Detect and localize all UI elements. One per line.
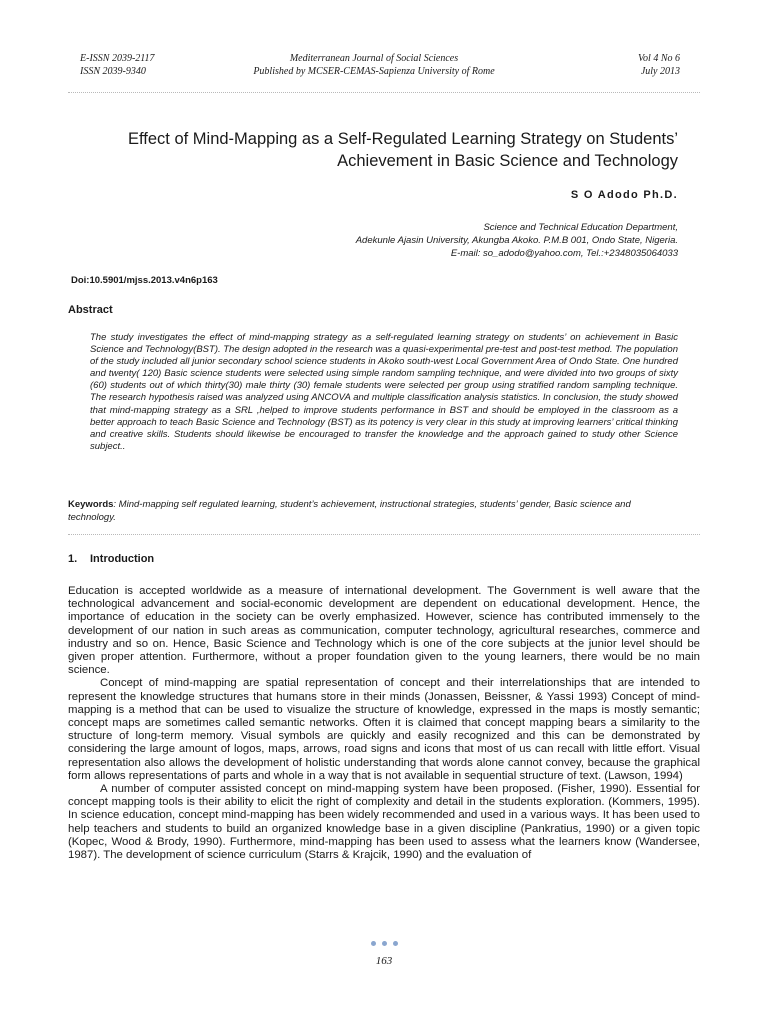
publisher: Published by MCSER-CEMAS-Sapienza University of Rome — [253, 66, 495, 77]
affiliation-contact: E-mail: so_adodo@yahoo.com, Tel.:+2348035064033 — [450, 248, 678, 259]
keywords-label: Keywords — [68, 499, 114, 510]
paragraph: Education is accepted worldwide as a measure of international development. The Government is well aware that the technological advancement and social-economic development are dependent on educational development. Hence, the importance of education in the society can be overly emphasized. However, science has contributed immensely to the development of our nation in such areas as communication, computer technology, agricultural researches, commerce and industry and so on. Hence, Basic Science and Technology which is one of the core subjects at the junior level should be given proper attention. Furthermore, without a proper foundation given to the young learners, there would be no main science. — [68, 585, 700, 677]
title-line-1: Effect of Mind-Mapping as a Self-Regulated Learning Strategy on Students’ — [127, 130, 678, 148]
header-divider — [68, 92, 700, 93]
running-header — [68, 52, 680, 88]
page-number: 163 — [375, 955, 393, 967]
author-affiliation — [356, 221, 678, 260]
section-heading — [68, 553, 154, 565]
journal-name: Mediterranean Journal of Social Sciences — [289, 53, 459, 64]
issn: ISSN 2039-9340 — [80, 66, 146, 77]
paragraph: Concept of mind-mapping are spatial representation of concept and their interrelationships that are intended to represent the knowledge structures that humans store in their minds (Jonassen, Beissner, & Yassi 1993) Concept of mind-mapping is a method that can be used to visualize the structure of knowledge, expressed in the maps is mostly semantic; concept maps are sometimes called semantic networks. Often it is claimed that concept mapping bears a similarity to the structure of long-term memory. Visual symbols are quickly and easily recognized and this can be demonstrated by considering the large amount of logos, maps, arrows, road signs and icons that most of us can recall with little effort. Visual representation also allows the development of holistic understanding that words alone cannot convey, because the graphical form allows representations of parts and whole in a way that is not available in sequential structure of text. (Lawson, 1994) — [68, 677, 700, 782]
issue-block — [638, 52, 680, 78]
section-divider — [68, 534, 700, 535]
keywords — [68, 498, 678, 524]
issue-date: July 2013 — [640, 66, 680, 77]
abstract-text: The study investigates the effect of mind-mapping strategy as a self-regulated learning strategy on students’ on achievement in Basic Science and Technology(BST). The design adopted in the research was a quasi-experimental pre-test and post-test method. The population of the study included all junior secondary school science students in Akoko south-west Local Government Area of Ondo State. One hundred and twenty( 120) Basic science students were selected using simple random sampling technique, and were divided into two groups of sixty (60) students out of which thirty(30) male thirty (30) female students were selected per group using stratified random sampling technique. The research hypothesis raised was analyzed using ANCOVA and multiple classification analysis statistics. In conclusion, the study showed that mind-mapping strategy as a SRL ,helped to improve students performance in BST and should be employed in the classroom as a better approach to teach Basic Science and Technology (BST) as its potency is very clear in this study at improving learners’ critical thinking and creative skills. Students should likewise be encouraged to transfer the knowledge and the approach gained to study other Science subject.. — [90, 332, 678, 452]
volume: Vol 4 No 6 — [638, 53, 680, 64]
journal-block — [68, 52, 680, 78]
doi: Doi:10.5901/mjss.2013.v4n6p163 — [71, 275, 218, 286]
keywords-text: : Mind-mapping self regulated learning, student’s achievement, instructional strategies, students’ gender, Basic science and technology. — [68, 499, 631, 523]
abstract-heading: Abstract — [68, 304, 113, 316]
body-text — [68, 585, 700, 862]
paper-title — [88, 128, 678, 172]
author-name: S O Adodo Ph.D. — [570, 189, 678, 201]
footer-ornament — [0, 941, 768, 946]
section-title: Introduction — [90, 553, 155, 565]
title-line-2: Achievement in Basic Science and Technology — [337, 152, 678, 170]
affiliation-line-2: Adekunle Ajasin University, Akungba Akoko. P.M.B 001, Ondo State, Nigeria. — [355, 235, 678, 246]
affiliation-line-1: Science and Technical Education Department, — [483, 222, 678, 233]
paragraph: A number of computer assisted concept on mind-mapping system have been proposed. (Fisher, 1990). Essential for concept mapping tools is their ability to elicit the right of complexity and detail in the students exploration. (Kommers, 1995). In science education, concept mind-mapping has been widely recommended and used in a various ways. It has been used to help teachers and students to build an organized knowledge base in a given discipline (Pankratius, 1990) or a given topic (Kopec, Wood & Brody, 1990). Furthermore, mind-mapping has been used to assess what the learners know (Wandersee, 1987). The development of science curriculum (Starrs & Krajcik, 1990) and the evaluation of — [68, 783, 700, 862]
section-number: 1. — [68, 553, 78, 565]
eissn: E-ISSN 2039-2117 — [80, 53, 155, 64]
